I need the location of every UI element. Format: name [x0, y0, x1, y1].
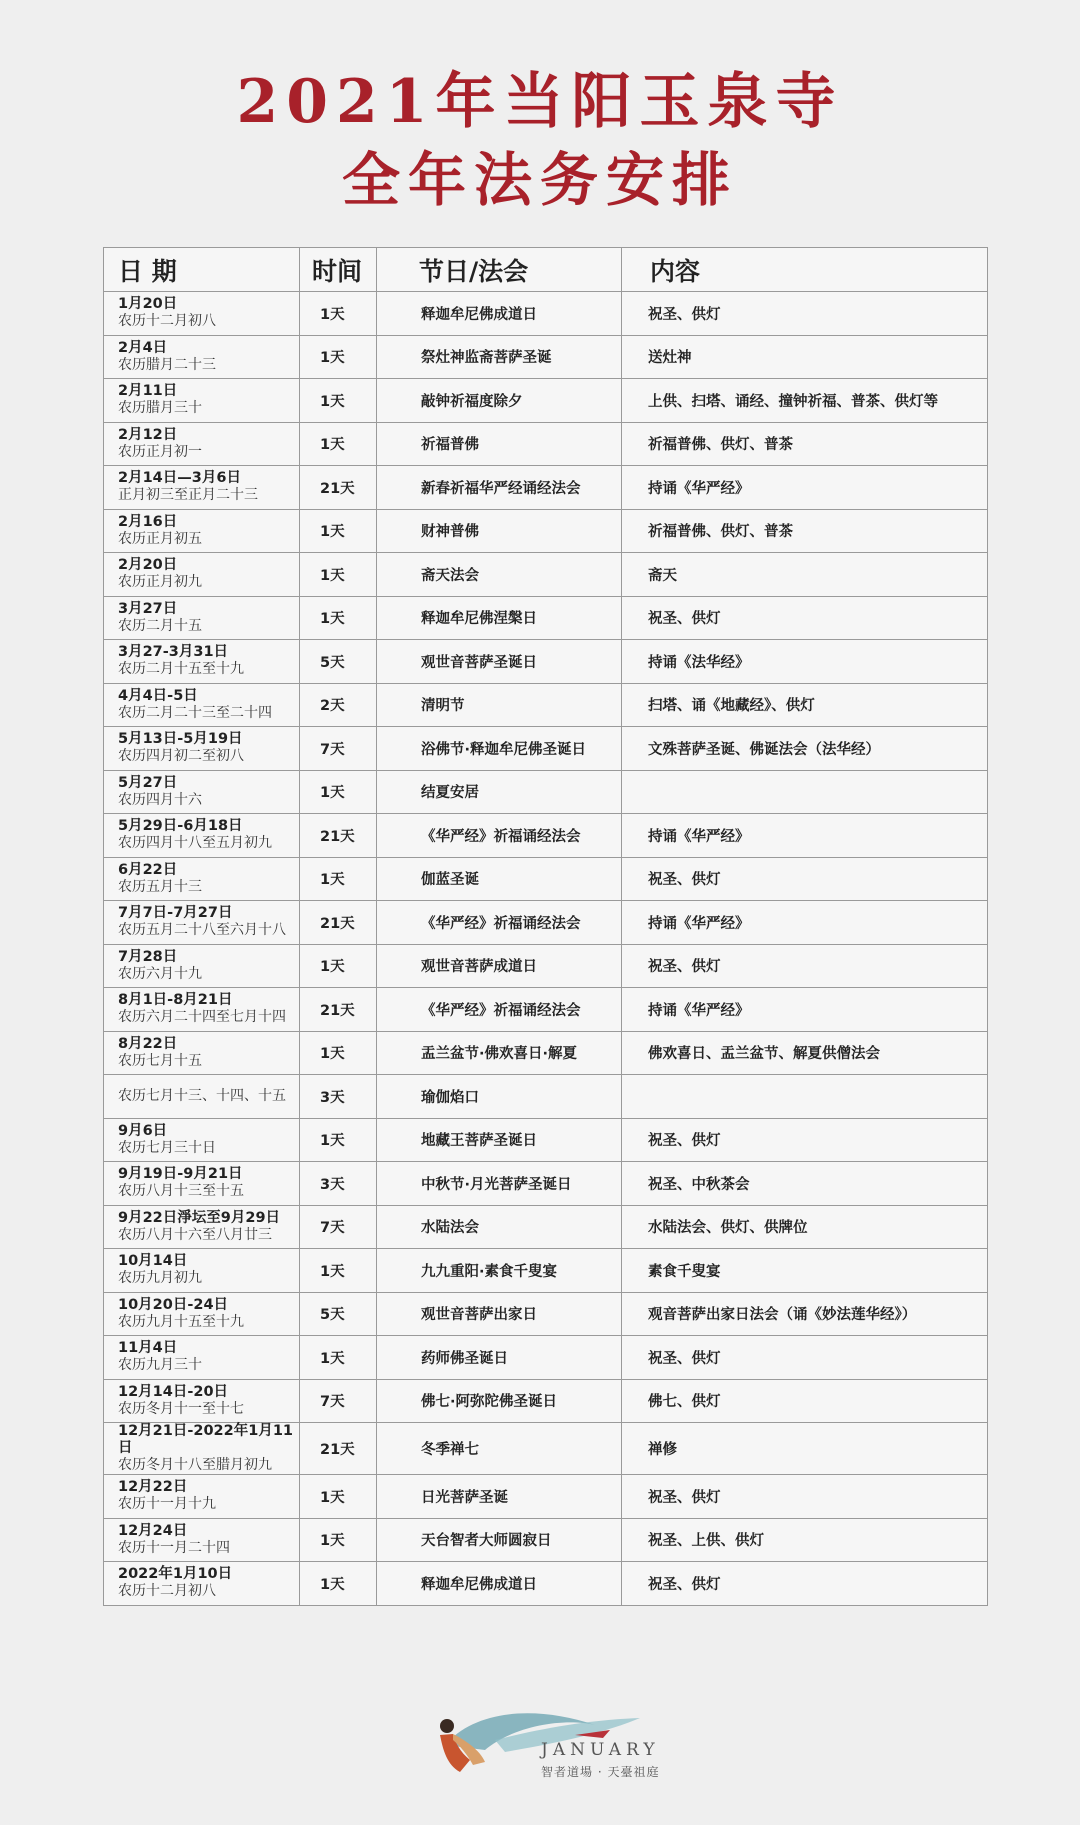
table-row — [104, 944, 988, 988]
lunar-date-text: 农历七月十三、十四、十五 — [118, 1087, 286, 1104]
content-cell: 祝圣、供灯 — [622, 1562, 988, 1606]
festival-cell: 观世音菩萨成道日 — [377, 944, 622, 988]
date-cell — [104, 988, 300, 1032]
date-text: 12月14日-20日 — [118, 1383, 229, 1400]
content-cell: 祈福普佛、供灯、普茶 — [622, 509, 988, 553]
festival-cell: 敲钟祈福度除夕 — [377, 379, 622, 423]
duration-cell: 1天 — [300, 1562, 377, 1606]
date-text: 3月27-3月31日 — [118, 644, 229, 661]
date-cell — [104, 640, 300, 684]
festival-cell: 财神普佛 — [377, 509, 622, 553]
date-cell — [104, 944, 300, 988]
schedule-body — [104, 292, 988, 1606]
date-text: 2月20日 — [118, 557, 178, 574]
date-text: 2月4日 — [118, 339, 168, 356]
table-row — [104, 1118, 988, 1162]
lunar-date-text: 农历五月二十八至六月十八 — [118, 922, 286, 939]
date-cell — [104, 1118, 300, 1162]
date-cell — [104, 1379, 300, 1423]
lunar-date-text: 农历四月十六 — [118, 791, 202, 808]
table-row — [104, 1379, 988, 1423]
date-text: 5月13日-5月19日 — [118, 731, 243, 748]
duration-cell: 1天 — [300, 596, 377, 640]
duration-cell: 1天 — [300, 770, 377, 814]
table-row — [104, 292, 988, 336]
festival-cell: 祈福普佛 — [377, 422, 622, 466]
content-cell: 持诵《华严经》 — [622, 988, 988, 1032]
table-row — [104, 1249, 988, 1293]
date-text: 8月1日-8月21日 — [118, 992, 233, 1009]
logo-wordmark: JANUARY — [541, 1740, 660, 1760]
lunar-date-text: 农历九月初九 — [118, 1270, 202, 1287]
schedule-table — [103, 247, 988, 1606]
content-cell: 持诵《华严经》 — [622, 814, 988, 858]
date-cell — [104, 1031, 300, 1075]
lunar-date-text: 农历二月二十三至二十四 — [118, 704, 272, 721]
date-text: 12月21日-2022年1月11日 — [118, 1423, 293, 1456]
date-cell — [104, 466, 300, 510]
lunar-date-text: 农历二月十五至十九 — [118, 661, 244, 678]
date-cell — [104, 1075, 300, 1119]
date-text: 9月19日-9月21日 — [118, 1166, 243, 1183]
lunar-date-text: 农历冬月十一至十七 — [118, 1400, 244, 1417]
festival-cell: 中秋节·月光菩萨圣诞日 — [377, 1162, 622, 1206]
content-cell: 禅修 — [622, 1423, 988, 1475]
date-cell — [104, 553, 300, 597]
date-text: 9月22日淨坛至9月29日 — [118, 1209, 281, 1226]
duration-cell: 21天 — [300, 814, 377, 858]
festival-cell: 释迦牟尼佛成道日 — [377, 1562, 622, 1606]
lunar-date-text: 农历四月十八至五月初九 — [118, 835, 272, 852]
table-row — [104, 1031, 988, 1075]
date-text: 6月22日 — [118, 861, 178, 878]
date-text: 10月14日 — [118, 1253, 188, 1270]
content-cell: 扫塔、诵《地藏经》、供灯 — [622, 683, 988, 727]
table-row — [104, 683, 988, 727]
table-row — [104, 857, 988, 901]
content-cell: 文殊菩萨圣诞、佛诞法会（法华经） — [622, 727, 988, 771]
content-cell: 送灶神 — [622, 335, 988, 379]
content-cell — [622, 770, 988, 814]
duration-cell: 1天 — [300, 422, 377, 466]
content-cell: 祝圣、中秋茶会 — [622, 1162, 988, 1206]
date-text: 7月28日 — [118, 948, 178, 965]
date-cell — [104, 857, 300, 901]
lunar-date-text: 农历六月二十四至七月十四 — [118, 1009, 286, 1026]
date-cell — [104, 1562, 300, 1606]
date-text: 11月4日 — [118, 1340, 178, 1357]
date-text: 8月22日 — [118, 1035, 178, 1052]
lunar-date-text: 农历正月初五 — [118, 530, 202, 547]
duration-cell: 1天 — [300, 1031, 377, 1075]
content-cell: 祝圣、供灯 — [622, 1118, 988, 1162]
table-row — [104, 988, 988, 1032]
duration-cell: 5天 — [300, 640, 377, 684]
date-text: 12月22日 — [118, 1479, 188, 1496]
duration-cell: 7天 — [300, 1205, 377, 1249]
date-cell — [104, 422, 300, 466]
festival-cell: 盂兰盆节·佛欢喜日·解夏 — [377, 1031, 622, 1075]
date-cell — [104, 509, 300, 553]
content-cell: 持诵《华严经》 — [622, 901, 988, 945]
date-text: 5月29日-6月18日 — [118, 818, 243, 835]
lunar-date-text: 农历十二月初八 — [118, 313, 216, 330]
date-cell — [104, 683, 300, 727]
table-row — [104, 335, 988, 379]
content-cell: 祝圣、供灯 — [622, 944, 988, 988]
festival-cell: 药师佛圣诞日 — [377, 1336, 622, 1380]
date-cell — [104, 379, 300, 423]
duration-cell: 1天 — [300, 944, 377, 988]
duration-cell: 1天 — [300, 292, 377, 336]
festival-cell: 清明节 — [377, 683, 622, 727]
date-cell — [104, 901, 300, 945]
header-content: 内容 — [622, 248, 988, 292]
header-duration: 时间 — [300, 248, 377, 292]
table-row — [104, 1336, 988, 1380]
duration-cell: 7天 — [300, 1379, 377, 1423]
page-subtitle: 全年法务安排 — [341, 146, 738, 214]
lunar-date-text: 农历二月十五 — [118, 617, 202, 634]
date-cell — [104, 1518, 300, 1562]
table-row — [104, 596, 988, 640]
date-cell — [104, 1475, 300, 1519]
content-cell: 祝圣、供灯 — [622, 292, 988, 336]
date-text: 2月16日 — [118, 513, 178, 530]
header-date: 日 期 — [104, 248, 300, 292]
festival-cell: 日光菩萨圣诞 — [377, 1475, 622, 1519]
festival-cell: 观世音菩萨圣诞日 — [377, 640, 622, 684]
duration-cell: 1天 — [300, 379, 377, 423]
duration-cell: 7天 — [300, 727, 377, 771]
table-row — [104, 814, 988, 858]
festival-cell: 浴佛节·释迦牟尼佛圣诞日 — [377, 727, 622, 771]
duration-cell: 1天 — [300, 1249, 377, 1293]
lunar-date-text: 农历七月三十日 — [118, 1139, 216, 1156]
festival-cell: 释迦牟尼佛涅槃日 — [377, 596, 622, 640]
festival-cell: 斋天法会 — [377, 553, 622, 597]
content-cell: 上供、扫塔、诵经、撞钟祈福、普茶、供灯等 — [622, 379, 988, 423]
date-text: 2月11日 — [118, 383, 178, 400]
duration-cell: 3天 — [300, 1075, 377, 1119]
duration-cell: 1天 — [300, 1336, 377, 1380]
lunar-date-text: 农历十二月初八 — [118, 1583, 216, 1600]
date-text: 2月14日—3月6日 — [118, 470, 241, 487]
content-cell: 持诵《法华经》 — [622, 640, 988, 684]
duration-cell: 3天 — [300, 1162, 377, 1206]
festival-cell: 释迦牟尼佛成道日 — [377, 292, 622, 336]
lunar-date-text: 农历七月十五 — [118, 1052, 202, 1069]
festival-cell: 冬季禅七 — [377, 1423, 622, 1475]
duration-cell: 1天 — [300, 1518, 377, 1562]
content-cell: 祈福普佛、供灯、普茶 — [622, 422, 988, 466]
lunar-date-text: 农历十一月二十四 — [118, 1539, 230, 1556]
date-text: 7月7日-7月27日 — [118, 905, 233, 922]
content-cell: 观音菩萨出家日法会（诵《妙法莲华经》） — [622, 1292, 988, 1336]
lunar-date-text: 农历十一月十九 — [118, 1496, 216, 1513]
table-row — [104, 901, 988, 945]
date-text: 5月27日 — [118, 774, 178, 791]
date-cell — [104, 596, 300, 640]
duration-cell: 1天 — [300, 857, 377, 901]
date-text: 1月20日 — [118, 296, 178, 313]
duration-cell: 1天 — [300, 1118, 377, 1162]
table-row — [104, 422, 988, 466]
date-text: 4月4日-5日 — [118, 687, 198, 704]
lunar-date-text: 农历冬月十八至腊月初九 — [118, 1457, 272, 1473]
content-cell: 祝圣、供灯 — [622, 1475, 988, 1519]
duration-cell: 1天 — [300, 1475, 377, 1519]
lunar-date-text: 农历六月十九 — [118, 965, 202, 982]
table-row — [104, 1518, 988, 1562]
date-cell — [104, 770, 300, 814]
date-text: 12月24日 — [118, 1522, 188, 1539]
content-cell: 佛七、供灯 — [622, 1379, 988, 1423]
lunar-date-text: 农历腊月二十三 — [118, 356, 216, 373]
lunar-date-text: 农历正月初九 — [118, 574, 202, 591]
duration-cell: 21天 — [300, 466, 377, 510]
lunar-date-text: 农历正月初一 — [118, 443, 202, 460]
duration-cell: 1天 — [300, 553, 377, 597]
header-festival: 节日/法会 — [377, 248, 622, 292]
table-row — [104, 1475, 988, 1519]
date-text: 2022年1月10日 — [118, 1566, 233, 1583]
content-cell: 斋天 — [622, 553, 988, 597]
date-text: 10月20日-24日 — [118, 1296, 229, 1313]
content-cell: 祝圣、供灯 — [622, 1336, 988, 1380]
duration-cell: 21天 — [300, 988, 377, 1032]
table-row — [104, 1075, 988, 1119]
content-cell: 祝圣、供灯 — [622, 596, 988, 640]
festival-cell: 九九重阳·素食千叟宴 — [377, 1249, 622, 1293]
date-cell — [104, 1336, 300, 1380]
date-cell — [104, 814, 300, 858]
content-cell: 持诵《华严经》 — [622, 466, 988, 510]
lunar-date-text: 农历四月初二至初八 — [118, 748, 244, 765]
festival-cell: 地藏王菩萨圣诞日 — [377, 1118, 622, 1162]
table-row — [104, 1162, 988, 1206]
festival-cell: 《华严经》祈福诵经法会 — [377, 901, 622, 945]
date-cell — [104, 292, 300, 336]
table-row — [104, 640, 988, 684]
festival-cell: 佛七·阿弥陀佛圣诞日 — [377, 1379, 622, 1423]
table-row — [104, 727, 988, 771]
table-row — [104, 1423, 988, 1475]
table-row — [104, 509, 988, 553]
date-text: 9月6日 — [118, 1122, 168, 1139]
lunar-date-text: 农历五月十三 — [118, 878, 202, 895]
content-cell: 水陆法会、供灯、供牌位 — [622, 1205, 988, 1249]
festival-cell: 水陆法会 — [377, 1205, 622, 1249]
content-cell: 佛欢喜日、盂兰盆节、解夏供僧法会 — [622, 1031, 988, 1075]
date-text: 2月12日 — [118, 426, 178, 443]
festival-cell: 结夏安居 — [377, 770, 622, 814]
duration-cell: 1天 — [300, 335, 377, 379]
date-cell — [104, 1162, 300, 1206]
date-cell — [104, 1205, 300, 1249]
lunar-date-text: 正月初三至正月二十三 — [118, 487, 258, 504]
table-row — [104, 770, 988, 814]
table-row — [104, 1562, 988, 1606]
content-cell: 素食千叟宴 — [622, 1249, 988, 1293]
duration-cell: 5天 — [300, 1292, 377, 1336]
table-row — [104, 1292, 988, 1336]
lunar-date-text: 农历八月十六至八月廿三 — [118, 1226, 272, 1243]
festival-cell: 祭灶神监斋菩萨圣诞 — [377, 335, 622, 379]
date-cell — [104, 1249, 300, 1293]
page-title: 2021年当阳玉泉寺 — [236, 67, 844, 137]
duration-cell: 2天 — [300, 683, 377, 727]
date-cell — [104, 1292, 300, 1336]
festival-cell: 《华严经》祈福诵经法会 — [377, 988, 622, 1032]
table-row — [104, 1205, 988, 1249]
festival-cell: 伽蓝圣诞 — [377, 857, 622, 901]
lunar-date-text: 农历九月三十 — [118, 1357, 202, 1374]
lunar-date-text: 农历九月十五至十九 — [118, 1313, 244, 1330]
content-cell: 祝圣、上供、供灯 — [622, 1518, 988, 1562]
festival-cell: 《华严经》祈福诵经法会 — [377, 814, 622, 858]
duration-cell: 1天 — [300, 509, 377, 553]
table-row — [104, 466, 988, 510]
table-row — [104, 553, 988, 597]
festival-cell: 天台智者大师圆寂日 — [377, 1518, 622, 1562]
content-cell — [622, 1075, 988, 1119]
date-cell — [104, 1423, 300, 1475]
date-cell — [104, 727, 300, 771]
date-text: 3月27日 — [118, 600, 178, 617]
lunar-date-text: 农历腊月三十 — [118, 400, 202, 417]
date-cell — [104, 335, 300, 379]
festival-cell: 新春祈福华严经诵经法会 — [377, 466, 622, 510]
lunar-date-text: 农历八月十三至十五 — [118, 1183, 244, 1200]
festival-cell: 瑜伽焰口 — [377, 1075, 622, 1119]
content-cell: 祝圣、供灯 — [622, 857, 988, 901]
duration-cell: 21天 — [300, 901, 377, 945]
logo-subtitle: 智者道場 · 天臺祖庭 — [541, 1765, 660, 1779]
table-header-row — [104, 248, 988, 292]
duration-cell: 21天 — [300, 1423, 377, 1475]
table-row — [104, 379, 988, 423]
festival-cell: 观世音菩萨出家日 — [377, 1292, 622, 1336]
